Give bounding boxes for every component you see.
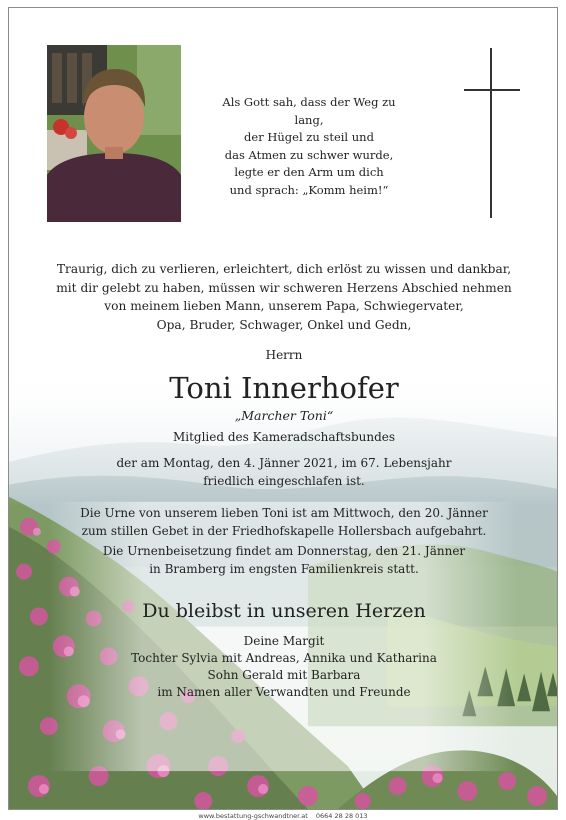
poem-line: und sprach: „Komm heim!“ xyxy=(229,182,389,197)
motto: Du bleibst in unseren Herzen xyxy=(142,600,426,622)
membership: Mitglied des Kameradschaftsbundes xyxy=(172,430,396,444)
death-line: friedlich eingeschlafen ist. xyxy=(203,473,365,488)
signer-line: im Namen aller Verwandten und Freunde xyxy=(157,685,411,699)
poem xyxy=(209,94,409,199)
burial-notice xyxy=(9,543,558,578)
obituary-text xyxy=(9,260,558,701)
intro-line: mit dir gelebt zu haben, müssen wir schweren Herzens Abschied nehmen xyxy=(56,280,512,295)
deceased-name: Toni Innerhofer xyxy=(169,371,399,405)
intro-line: Traurig, dich zu verlieren, erleichtert, dich erlöst zu wissen und dankbar, xyxy=(56,262,512,276)
footer-website: www.bestattung-gschwandtner.at xyxy=(198,812,308,820)
footer xyxy=(0,812,566,820)
death-line: der am Montag, den 4. Jänner 2021, im 67. Lebensjahr xyxy=(116,456,452,470)
intro-line: Opa, Bruder, Schwager, Onkel und Gedn, xyxy=(156,317,412,332)
cross-icon xyxy=(464,48,520,218)
urn-line: Die Urne von unserem lieben Toni ist am Mittwoch, den 20. Jänner xyxy=(80,506,488,520)
signers xyxy=(9,633,558,701)
intro-line: von meinem lieben Mann, unserem Papa, Schwiegervater, xyxy=(104,299,464,313)
signer-line: Sohn Gerald mit Barbara xyxy=(207,668,361,682)
nickname: „Marcher Toni“ xyxy=(234,408,334,423)
poem-line: der Hügel zu steil und xyxy=(244,130,374,144)
burial-line: in Bramberg im engsten Familienkreis statt. xyxy=(149,561,419,576)
signer-line: Tochter Sylvia mit Andreas, Annika und Katharina xyxy=(131,651,437,665)
portrait-photo xyxy=(47,45,181,222)
footer-phone: 0664 28 28 013 xyxy=(315,812,368,820)
salutation: Herrn xyxy=(265,348,303,362)
obituary-card xyxy=(8,7,558,810)
urn-notice xyxy=(9,505,558,540)
poem-line: das Atmen zu schwer wurde, xyxy=(224,147,394,162)
poem-line: legte er den Arm um dich xyxy=(234,165,384,179)
death-notice xyxy=(9,455,558,490)
poem-line: Als Gott sah, dass der Weg zu lang, xyxy=(222,95,396,127)
intro-text xyxy=(9,260,558,334)
urn-line: zum stillen Gebet in der Friedhofskapelle Hollersbach aufgebahrt. xyxy=(81,523,487,538)
signer-line: Deine Margit xyxy=(243,634,325,648)
burial-line: Die Urnenbeisetzung findet am Donnerstag, den 21. Jänner xyxy=(102,544,466,558)
